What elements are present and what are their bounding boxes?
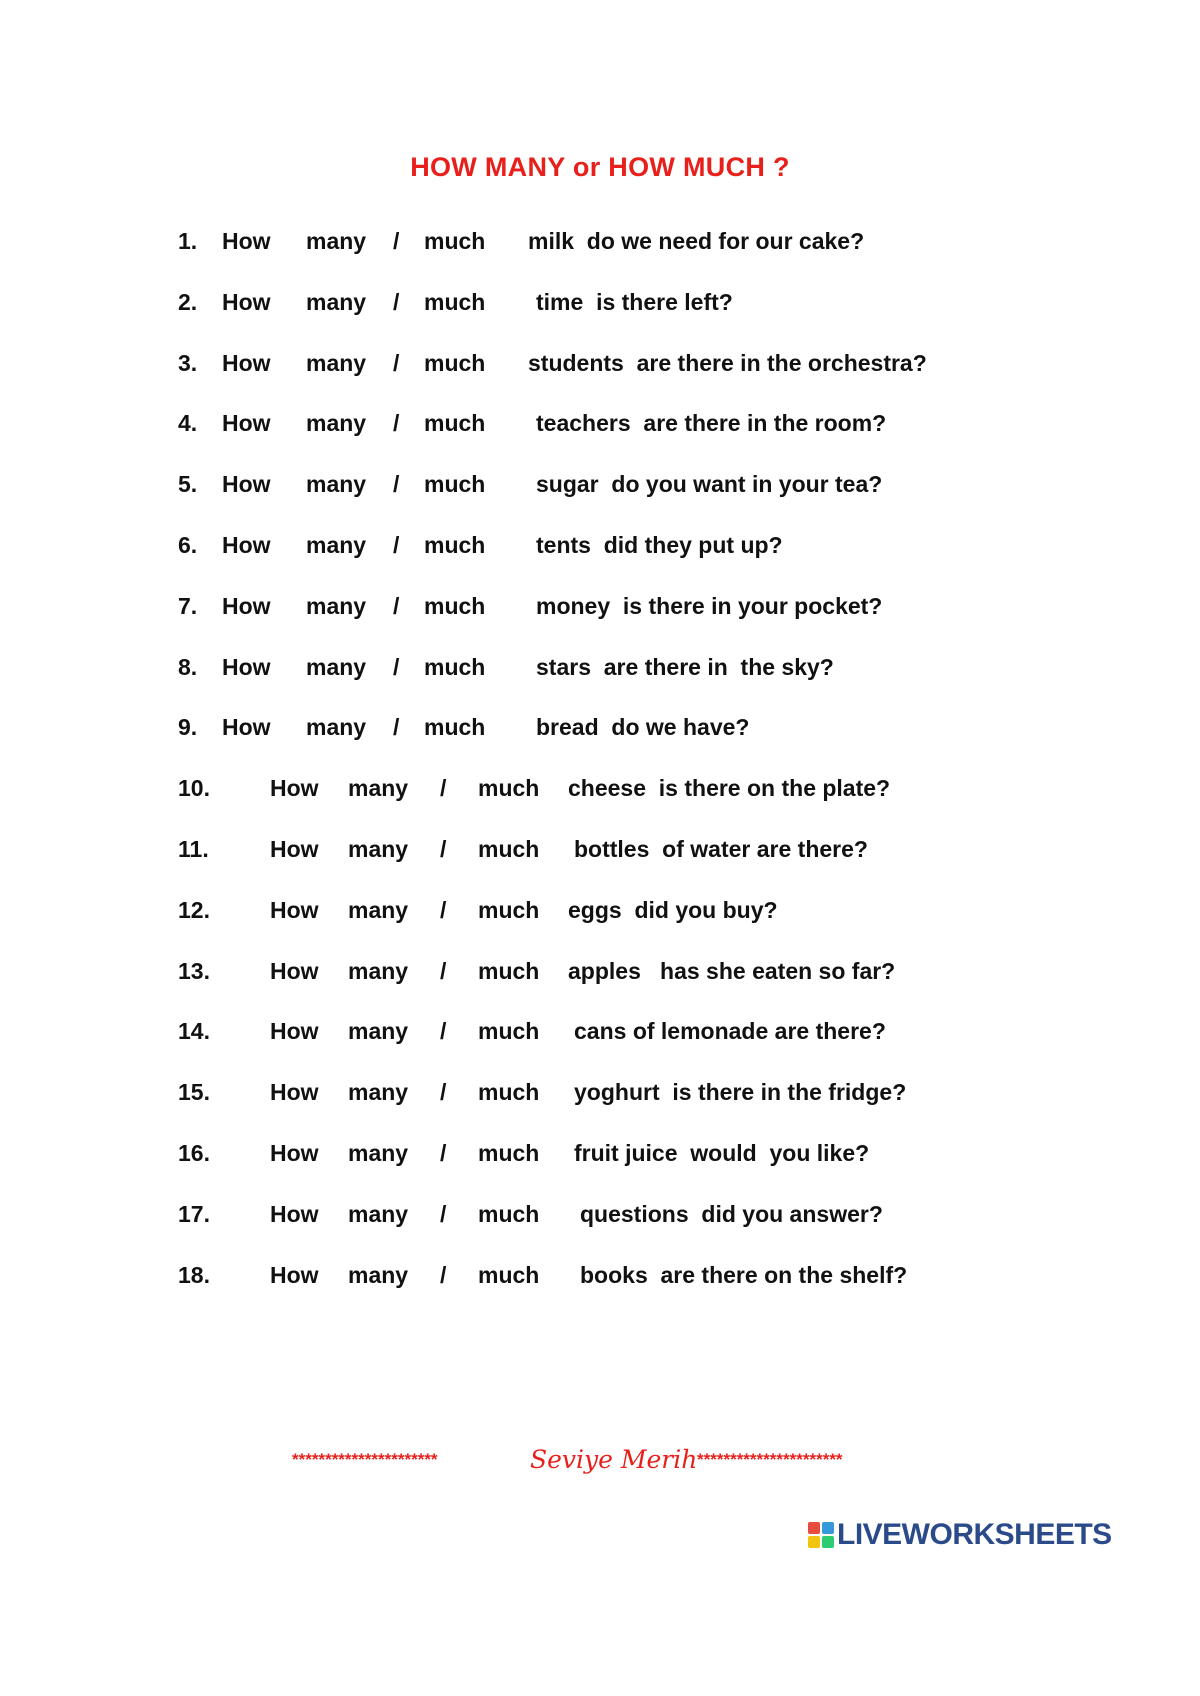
question-text: sugar do you want in your tea? [536, 471, 883, 498]
option-many[interactable]: many [348, 1079, 409, 1106]
question-row [0, 464, 1200, 504]
question-number: 17. [178, 1200, 210, 1227]
question-how: How [270, 1018, 319, 1045]
question-how: How [270, 957, 319, 984]
option-many[interactable]: many [348, 1018, 409, 1045]
option-much[interactable]: much [478, 1018, 540, 1045]
option-much[interactable]: much [424, 228, 486, 254]
question-how: How [270, 775, 319, 802]
question-how: How [270, 1079, 319, 1106]
question-how: How [222, 653, 271, 680]
question-row [0, 890, 1200, 930]
question-text: stars are there in the sky? [536, 653, 834, 680]
question-row [0, 768, 1200, 808]
option-many[interactable]: many [348, 775, 409, 802]
option-much[interactable]: much [424, 471, 486, 498]
question-text: fruit juice would you like? [574, 1140, 870, 1166]
option-separator: / [440, 896, 447, 923]
option-much[interactable]: much [424, 410, 486, 437]
question-text: time is there left? [536, 288, 733, 315]
option-many[interactable]: many [348, 836, 409, 862]
option-much[interactable]: much [424, 592, 486, 619]
option-much[interactable]: much [424, 532, 486, 558]
question-text: students are there in the orchestra? [528, 349, 927, 376]
question-row [0, 647, 1200, 687]
question-how: How [270, 1200, 319, 1227]
option-many[interactable]: many [306, 653, 367, 680]
option-many[interactable]: many [306, 714, 367, 741]
question-number: 3. [178, 349, 198, 376]
question-text: tents did they put up? [536, 532, 783, 558]
option-separator: / [440, 1261, 447, 1288]
question-row [0, 1255, 1200, 1295]
question-text: eggs did you buy? [568, 896, 778, 923]
question-how: How [270, 836, 319, 862]
question-number: 1. [178, 228, 198, 254]
option-many[interactable]: many [348, 1261, 409, 1288]
question-number: 15. [178, 1079, 210, 1106]
question-number: 11. [178, 836, 209, 862]
question-how: How [222, 349, 271, 376]
option-separator: / [440, 1200, 447, 1227]
question-how: How [222, 714, 271, 741]
liveworksheets-logo-icon [808, 1522, 834, 1548]
question-number: 8. [178, 653, 198, 680]
question-number: 4. [178, 410, 198, 437]
question-text: teachers are there in the room? [536, 410, 887, 437]
question-row [0, 403, 1200, 443]
question-how: How [222, 592, 271, 619]
question-how: How [222, 288, 271, 315]
option-much[interactable]: much [478, 1200, 540, 1227]
option-separator: / [393, 471, 400, 498]
question-row [0, 1194, 1200, 1234]
decorative-stars-right: ********************** [697, 1450, 843, 1469]
question-how: How [222, 410, 271, 437]
question-text: bread do we have? [536, 714, 750, 741]
logo-square [822, 1536, 834, 1548]
question-number: 5. [178, 471, 198, 498]
option-much[interactable]: much [424, 714, 486, 741]
option-separator: / [393, 592, 400, 619]
question-row [0, 525, 1200, 565]
question-text: books are there on the shelf? [580, 1261, 908, 1288]
question-number: 18. [178, 1261, 210, 1288]
question-text: apples has she eaten so far? [568, 957, 896, 984]
question-number: 9. [178, 714, 198, 741]
option-many[interactable]: many [306, 349, 367, 376]
worksheet-title: HOW MANY or HOW MUCH ? [410, 152, 790, 182]
option-much[interactable]: much [478, 836, 540, 862]
option-much[interactable]: much [478, 1261, 540, 1288]
option-many[interactable]: many [306, 592, 367, 619]
question-number: 7. [178, 592, 198, 619]
question-text: milk do we need for our cake? [528, 228, 865, 254]
logo-square [808, 1536, 820, 1548]
option-many[interactable]: many [306, 288, 367, 315]
question-number: 13. [178, 957, 210, 984]
question-row [0, 1072, 1200, 1112]
question-text: cans of lemonade are there? [574, 1018, 886, 1045]
option-much[interactable]: much [478, 957, 540, 984]
question-row [0, 282, 1200, 322]
question-how: How [270, 1261, 319, 1288]
option-separator: / [393, 349, 400, 376]
question-row [0, 1133, 1200, 1173]
option-separator: / [440, 1018, 447, 1045]
option-separator: / [440, 1140, 447, 1166]
option-much[interactable]: much [424, 288, 486, 315]
question-text: yoghurt is there in the fridge? [574, 1079, 907, 1106]
option-many[interactable]: many [348, 957, 409, 984]
logo-square [822, 1522, 834, 1534]
question-row [0, 221, 1200, 261]
option-separator: / [440, 957, 447, 984]
option-separator: / [440, 775, 447, 802]
option-separator: / [393, 228, 400, 254]
question-how: How [222, 532, 271, 558]
question-number: 6. [178, 532, 198, 558]
question-number: 2. [178, 288, 198, 315]
liveworksheets-brand [808, 1517, 1112, 1553]
question-row [0, 829, 1200, 869]
question-how: How [270, 896, 319, 923]
question-number: 16. [178, 1140, 210, 1166]
question-row [0, 951, 1200, 991]
option-separator: / [393, 410, 400, 437]
option-much[interactable]: much [478, 896, 540, 923]
author-signature: Seviye Merih [530, 1445, 698, 1474]
option-many[interactable]: many [306, 532, 367, 558]
option-many[interactable]: many [306, 410, 367, 437]
question-number: 14. [178, 1018, 210, 1045]
question-text: questions did you answer? [580, 1200, 883, 1227]
question-row [0, 1011, 1200, 1051]
option-separator: / [440, 836, 447, 862]
question-row [0, 343, 1200, 383]
option-much[interactable]: much [478, 1079, 540, 1106]
option-many[interactable]: many [306, 471, 367, 498]
option-many[interactable]: many [348, 896, 409, 923]
option-many[interactable]: many [306, 228, 367, 254]
option-separator: / [440, 1079, 447, 1106]
question-row [0, 586, 1200, 626]
question-number: 10. [178, 775, 210, 802]
question-text: money is there in your pocket? [536, 592, 883, 619]
question-row [0, 707, 1200, 747]
question-how: How [270, 1140, 319, 1166]
question-how: How [222, 228, 271, 254]
author-footer [0, 1440, 1200, 1480]
option-much[interactable]: much [424, 653, 486, 680]
option-much[interactable]: much [478, 775, 540, 802]
question-text: cheese is there on the plate? [568, 775, 891, 802]
decorative-stars-left: ********************** [292, 1450, 438, 1469]
option-much[interactable]: much [478, 1140, 540, 1166]
option-separator: / [393, 714, 400, 741]
option-separator: / [393, 288, 400, 315]
question-how: How [222, 471, 271, 498]
option-separator: / [393, 653, 400, 680]
option-many[interactable]: many [348, 1200, 409, 1227]
option-many[interactable]: many [348, 1140, 409, 1166]
logo-square [808, 1522, 820, 1534]
brand-name: LIVEWORKSHEETS [837, 1518, 1112, 1551]
question-text: bottles of water are there? [574, 836, 868, 862]
question-number: 12. [178, 896, 210, 923]
option-much[interactable]: much [424, 349, 486, 376]
option-separator: / [393, 532, 400, 558]
